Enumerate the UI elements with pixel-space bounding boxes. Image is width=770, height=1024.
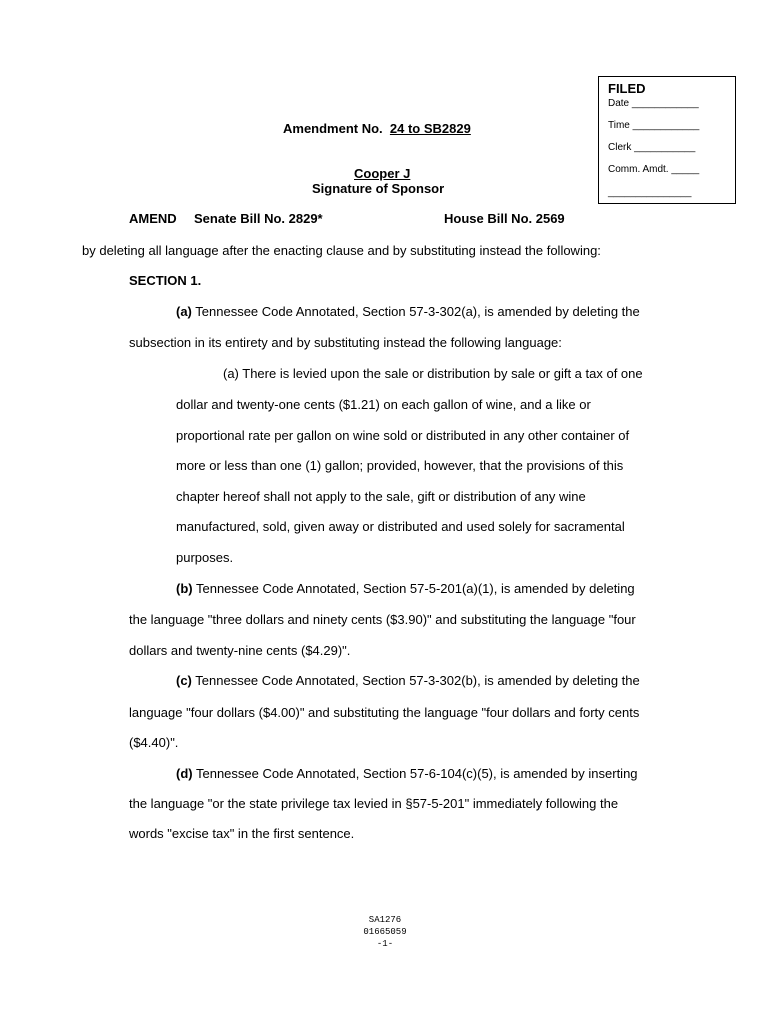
subsection-d-label: (d) xyxy=(176,766,193,781)
subsection-d-continuation: the language "or the state privilege tax levied in §57-5-201" immediately following the xyxy=(129,796,619,811)
subsection-a-label: (a) xyxy=(176,304,192,319)
amendment-label: Amendment No. xyxy=(283,121,383,136)
filed-comm-amdt-line: Comm. Amdt. _____ xyxy=(608,164,700,175)
subsection-d-continuation: words "excise tax" in the first sentence. xyxy=(129,826,355,841)
quote-line: proportional rate per gallon on wine sold or distributed in any other container of xyxy=(176,428,630,443)
footer-number: 01665059 xyxy=(363,927,407,937)
filed-title: FILED xyxy=(608,81,646,96)
subsection-b-label: (b) xyxy=(176,581,193,596)
quote-line: dollar and twenty-one cents ($1.21) on each gallon of wine, and a like or xyxy=(176,397,591,412)
senate-bill-number: Senate Bill No. 2829* xyxy=(194,211,323,226)
subsection-b-text: Tennessee Code Annotated, Section 57-5-201(a)(1), is amended by deleting xyxy=(192,581,635,596)
subsection-c-label: (c) xyxy=(176,673,192,688)
filed-stamp-box xyxy=(598,76,736,204)
house-bill-number: House Bill No. 2569 xyxy=(444,211,565,226)
page-number: -1- xyxy=(376,939,394,949)
filed-blank-line: _______________ xyxy=(608,187,692,198)
filed-clerk-line: Clerk ___________ xyxy=(608,142,696,153)
subsection-b-line xyxy=(176,581,635,596)
subsection-c-text: Tennessee Code Annotated, Section 57-3-302(b), is amended by deleting the xyxy=(191,673,640,688)
subsection-b-continuation: the language "three dollars and ninety cents ($3.90)" and substituting the language "four xyxy=(129,612,636,627)
section-heading: SECTION 1. xyxy=(129,273,202,288)
quote-line: manufactured, sold, given away or distributed and used solely for sacramental xyxy=(176,519,625,534)
amendment-heading xyxy=(283,121,471,136)
quote-line: (a) There is levied upon the sale or distribution by sale or gift a tax of one xyxy=(223,366,643,381)
quote-line: chapter hereof shall not apply to the sale, gift or distribution of any wine xyxy=(176,489,586,504)
subsection-d-line xyxy=(176,766,638,781)
subsection-c-continuation: ($4.40)". xyxy=(129,735,179,750)
footer-code: SA1276 xyxy=(368,915,402,925)
subsection-a-text: Tennessee Code Annotated, Section 57-3-302(a), is amended by deleting the xyxy=(191,304,640,319)
filed-time-line: Time ____________ xyxy=(608,120,700,131)
subsection-d-text: Tennessee Code Annotated, Section 57-6-104(c)(5), is amended by inserting xyxy=(192,766,638,781)
quote-line: purposes. xyxy=(176,550,234,565)
subsection-c-line xyxy=(176,673,640,688)
quote-line: more or less than one (1) gallon; provided, however, that the provisions of this xyxy=(176,458,624,473)
sponsor-caption: Signature of Sponsor xyxy=(312,181,445,196)
filed-date-line: Date ____________ xyxy=(608,98,699,109)
amendment-number: 24 to SB2829 xyxy=(389,121,471,136)
subsection-c-continuation: language "four dollars ($4.00)" and substituting the language "four dollars and forty cents xyxy=(129,705,640,720)
subsection-a-continuation: subsection in its entirety and by substituting instead the following language: xyxy=(129,335,562,350)
intro-paragraph: by deleting all language after the enacting clause and by substituting instead the following: xyxy=(82,243,601,258)
subsection-a-line xyxy=(176,304,640,319)
sponsor-name: Cooper J xyxy=(354,166,411,181)
subsection-b-continuation: dollars and twenty-nine cents ($4.29)". xyxy=(129,643,351,658)
amend-label: AMEND xyxy=(129,211,177,226)
